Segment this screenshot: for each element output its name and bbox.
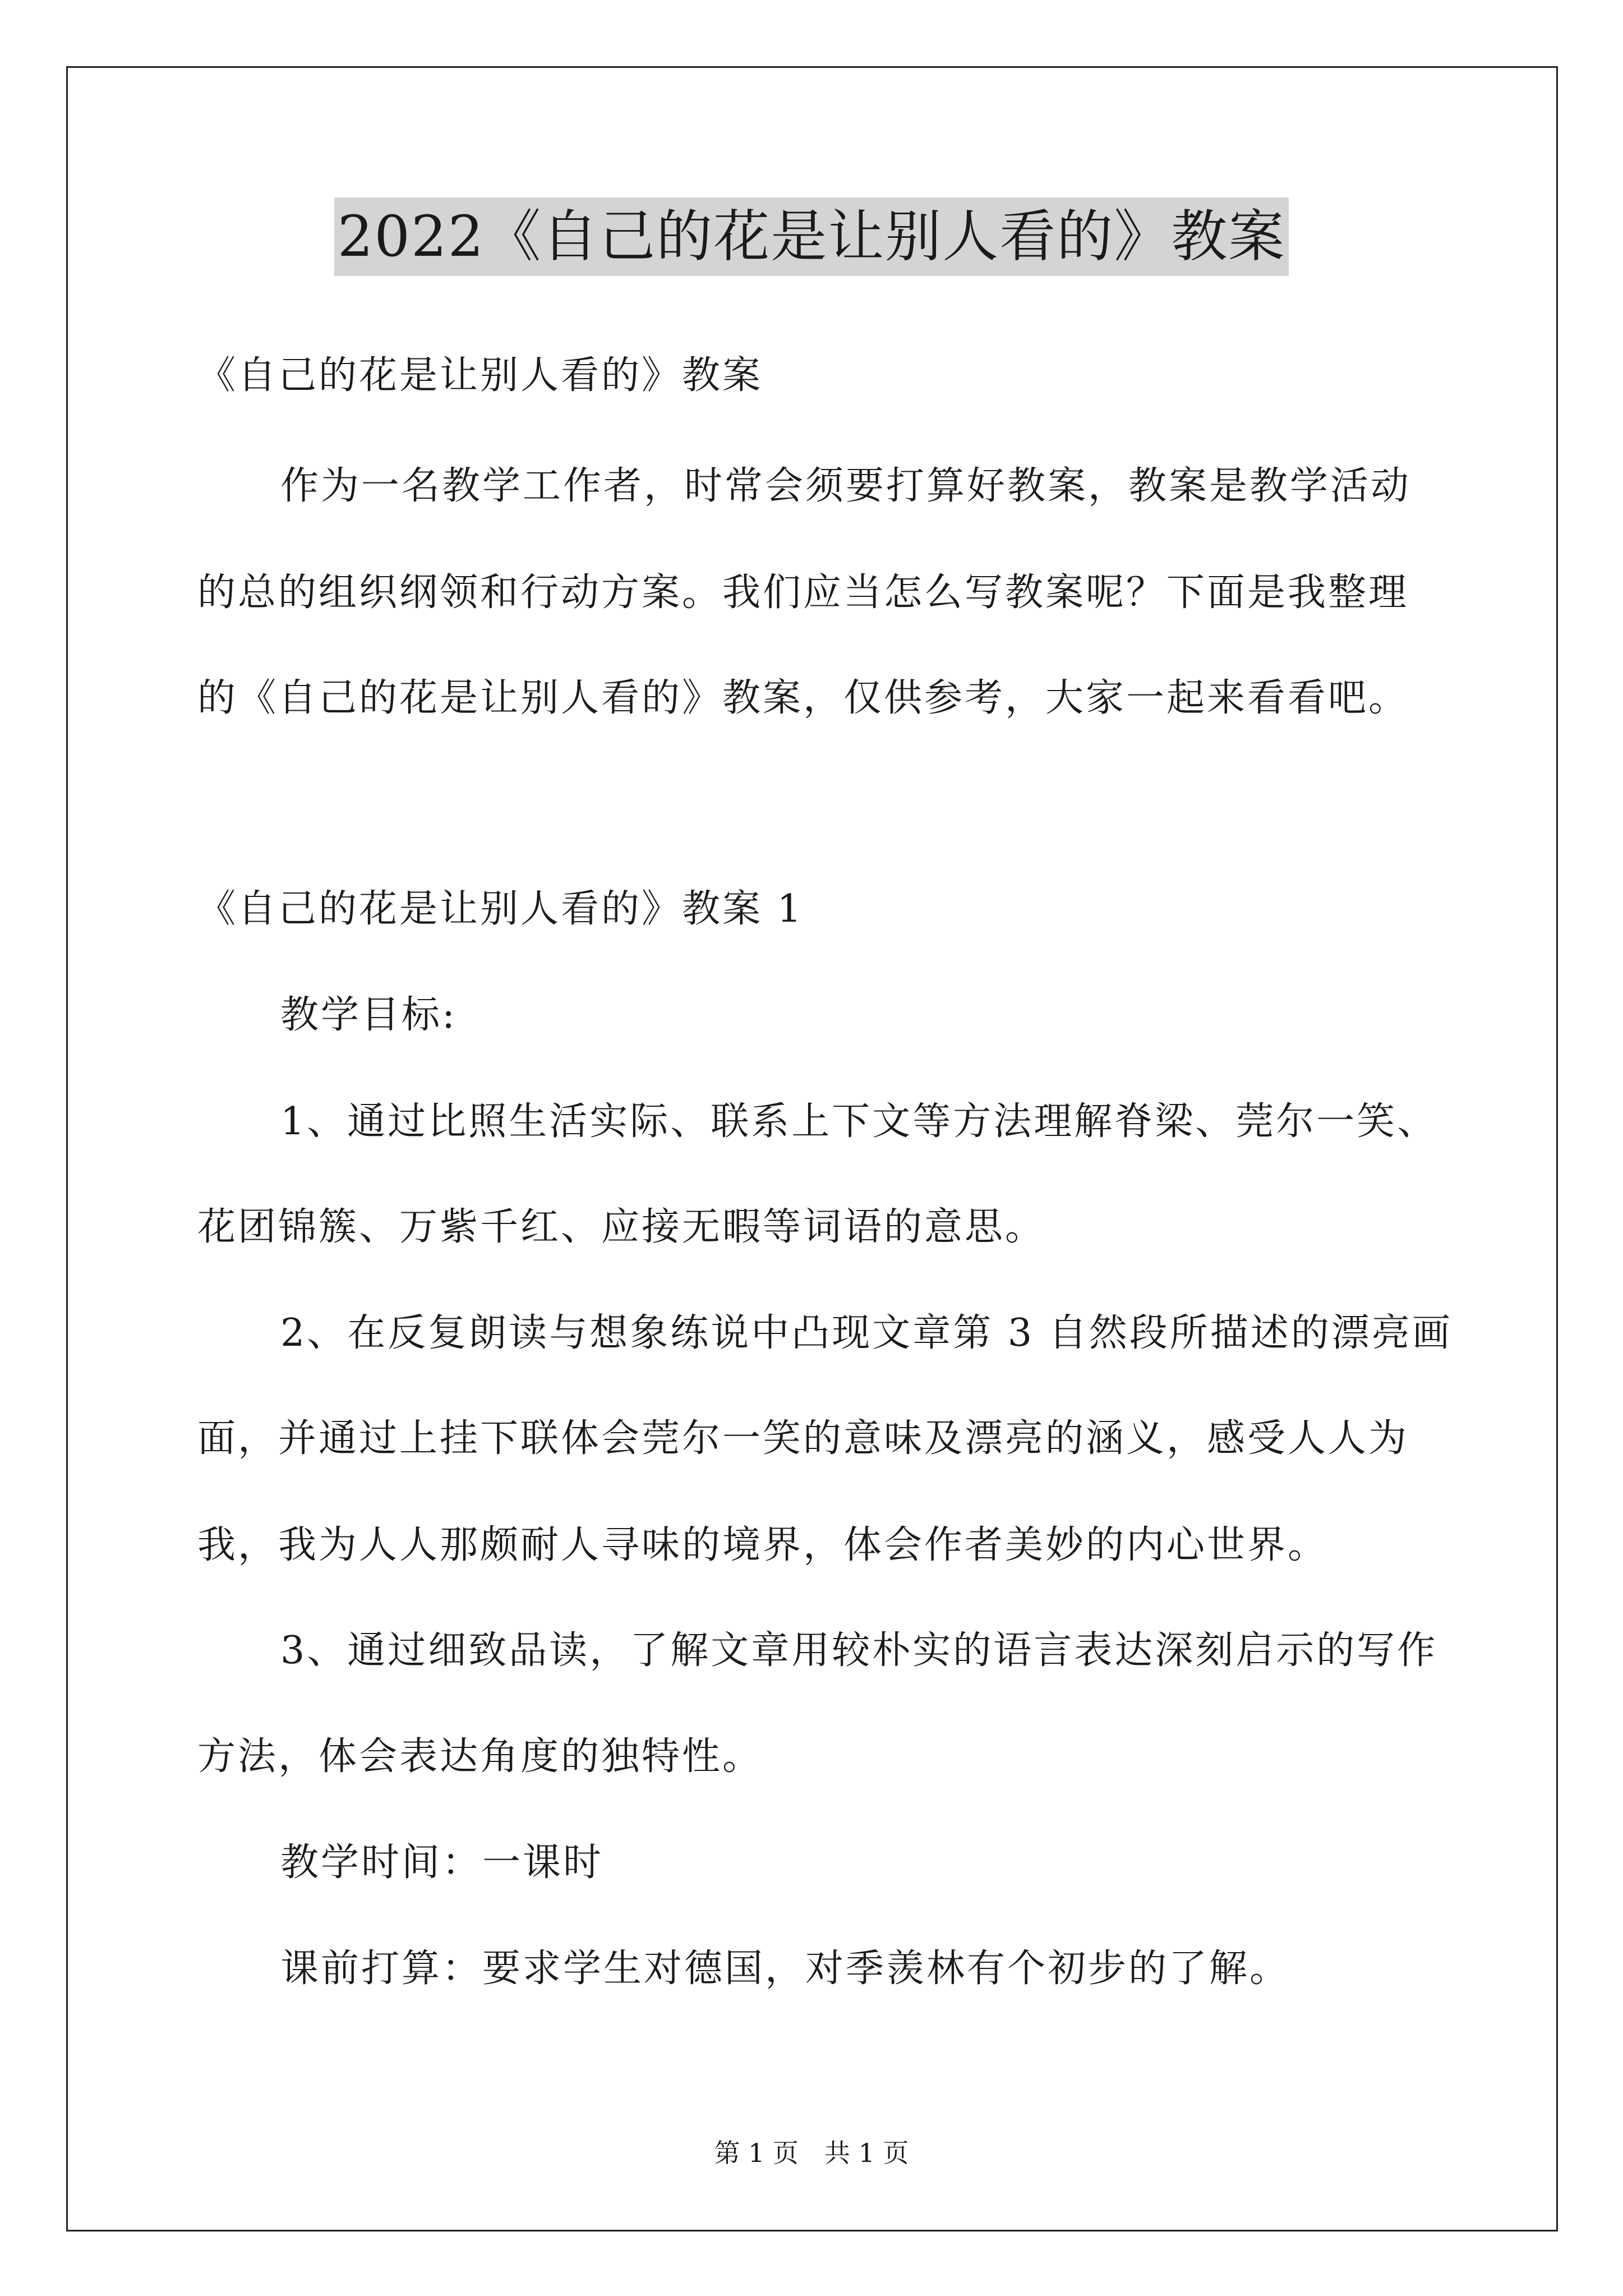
paragraph-line: 面，并通过上挂下联体会莞尔一笑的意味及漂亮的涵义，感受人人为 xyxy=(197,1416,1409,1461)
paragraph-line: 花团锦簇、万紫千红、应接无暇等词语的意思。 xyxy=(197,1205,1046,1249)
title-container xyxy=(0,197,1623,276)
paragraph-line: 我，我为人人那颇耐人寻味的境界，体会作者美妙的内心世界。 xyxy=(197,1523,1329,1567)
paragraph-line: 3、通过细致品读，了解文章用较朴实的语言表达深刻启示的写作 xyxy=(280,1628,1438,1673)
page-footer: 第 1 页 共 1 页 xyxy=(714,2138,909,2168)
subtitle-line: 《自己的花是让别人看的》教案 xyxy=(197,353,763,398)
paragraph-line: 方法，体会表达角度的独特性。 xyxy=(197,1734,763,1779)
paragraph-line: 教学时间：一课时 xyxy=(280,1841,604,1885)
document-title: 2022《自己的花是让别人看的》教案 xyxy=(334,197,1289,276)
paragraph-line: 2、在反复朗读与想象练说中凸现文章第 3 自然段所描述的漂亮画 xyxy=(280,1311,1453,1355)
paragraph-line: 作为一名教学工作者，时常会须要打算好教案，教案是教学活动 xyxy=(280,464,1412,508)
paragraph-line: 教学目标: xyxy=(280,993,457,1037)
paragraph-line: 课前打算：要求学生对德国，对季羡林有个初步的了解。 xyxy=(280,1947,1290,1991)
paragraph-line: 的总的组织纲领和行动方案。我们应当怎么写教案呢？下面是我整理 xyxy=(197,570,1409,615)
section-heading: 《自己的花是让别人看的》教案 1 xyxy=(197,887,804,931)
paragraph-line: 的《自己的花是让别人看的》教案，仅供参考，大家一起来看看吧。 xyxy=(197,676,1409,720)
paragraph-line: 1、通过比照生活实际、联系上下文等方法理解脊梁、莞尔一笑、 xyxy=(280,1099,1438,1144)
